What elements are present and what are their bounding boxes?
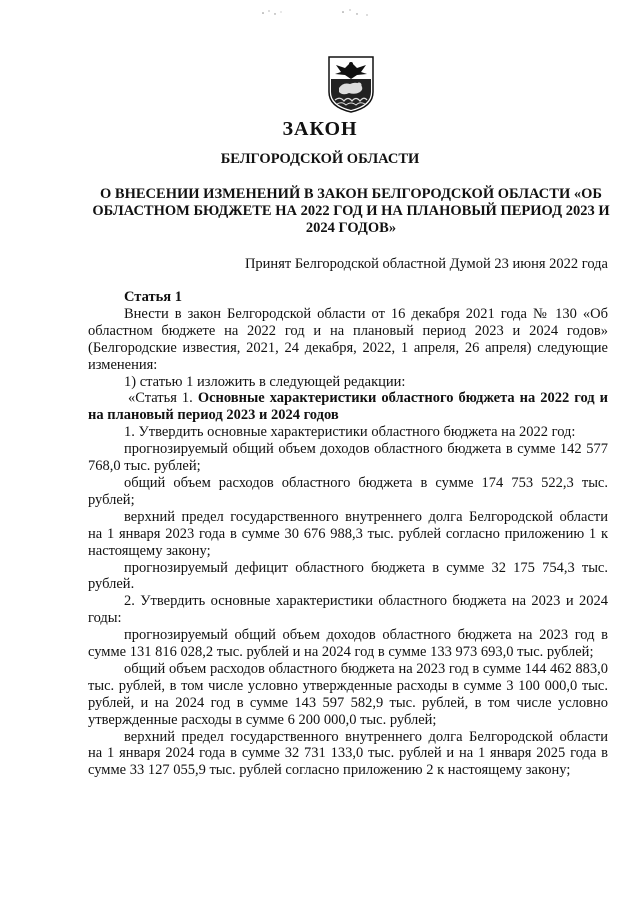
list-item: общий объем расходов областного бюджета на 2023 год в сумме 144 462 883,0 тыс. рублей, в том числе условно утвержденные расходы в сумме 3 100 000,0 тыс. рублей, и на 2024 год в сумме 143 597 582,9 тыс. рублей, в том числе условно утвержденные расходы в сумме 6 200 000,0 тыс. рублей; (88, 660, 608, 728)
paragraph: 1) статью 1 изложить в следующей редакции: (124, 373, 406, 390)
list-item: общий объем расходов областного бюджета в сумме 174 753 522,3 тыс. рублей; (88, 474, 608, 508)
list-item: верхний предел государственного внутреннего долга Белгородской области на 1 января 2023 года в сумме 30 676 988,3 тыс. рублей согласно приложению 1 к настоящему закону; (88, 508, 608, 559)
law-title: О ВНЕСЕНИИ ИЗМЕНЕНИЙ В ЗАКОН БЕЛГОРОДСКОЙ ОБЛАСТИ «ОБ ОБЛАСТНОМ БЮДЖЕТЕ НА 2022 ГОД И НА ПЛАНОВЫЙ ПЕРИОД 2023 И 2024 ГОДОВ» (92, 186, 610, 236)
article1-title: Основные характеристики областного бюджета на 2022 год и на плановый период 2023 и 2024 годов (88, 390, 608, 424)
article1-title-line (88, 390, 608, 424)
list-item: прогнозируемый общий объем доходов областного бюджета на 2023 год в сумме 131 816 028,2 тыс. рублей и на 2024 год в сумме 133 973 693,0 тыс. рублей; (88, 627, 608, 661)
article-heading: Статья 1 (124, 289, 182, 305)
scan-specks (255, 6, 385, 20)
list-item: верхний предел государственного внутреннего долга Белгородской области на 1 января 2024 года в сумме 32 731 133,0 тыс. рублей и на 1 января 2025 года в сумме 33 127 055,9 тыс. рублей согласно приложению 2 к настоящему закону; (88, 728, 608, 779)
list-item: 1. Утвердить основные характеристики областного бюджета на 2022 год: (124, 424, 576, 441)
region-heading: БЕЛГОРОДСКОЙ ОБЛАСТИ (220, 151, 420, 167)
paragraph: Внести в закон Белгородской области от 16 декабря 2021 года № 130 «Об областном бюджете на 2022 год и на плановый период 2023 и 2024 годов» (Белгородские известия, 2021, 24 декабря, 2022, 1 апреля, 26 апреля) следующие изменения: (88, 305, 608, 373)
law-heading: ЗАКОН (282, 118, 358, 140)
list-item: прогнозируемый дефицит областного бюджета в сумме 32 175 754,3 тыс. рублей. (88, 559, 608, 593)
list-item: 2. Утвердить основные характеристики областного бюджета на 2023 и 2024 годы: (88, 593, 608, 627)
law-body (88, 289, 608, 779)
adoption-line: Принят Белгородской областной Думой 23 июня 2022 года (244, 256, 608, 272)
article1-prefix: «Статья 1. (128, 390, 193, 407)
list-item: прогнозируемый общий объем доходов областного бюджета в сумме 142 577 768,0 тыс. рублей; (88, 441, 608, 475)
belgorod-coat-of-arms-icon (326, 54, 376, 114)
